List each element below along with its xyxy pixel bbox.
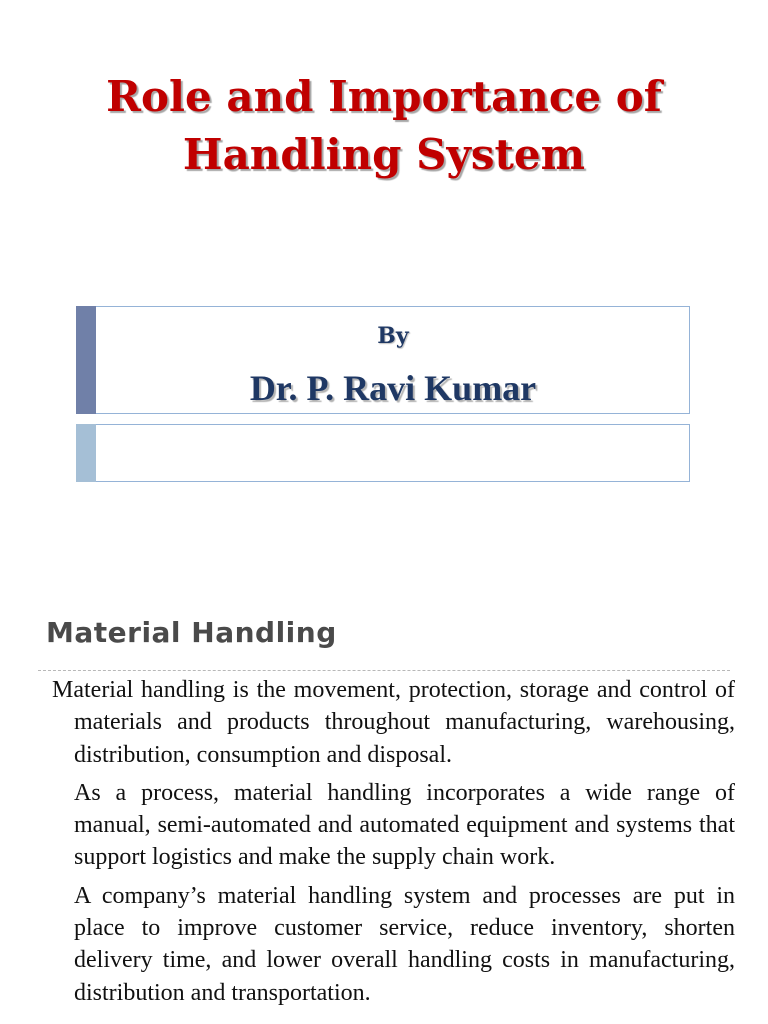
slide-heading: Material Handling <box>46 616 337 649</box>
author-box <box>76 306 690 414</box>
empty-subtitle-box <box>76 424 690 482</box>
title-line-1: Role and Importance of <box>106 72 662 121</box>
author-name: Dr. P. Ravi Kumar <box>249 368 537 408</box>
paragraph-1: Material handling is the movement, protection, storage and control of materials and products throughout manufacturing, warehousing, distribution, consumption and disposal. <box>52 677 735 768</box>
heading-divider <box>38 670 730 671</box>
title-line-2: Handling System <box>182 130 586 179</box>
paragraph-2: As a process, material handling incorporates a wide range of manual, semi-automated and automated equipment and systems that support logistics and make the supply chain work. <box>74 779 735 871</box>
paragraph-3: A company’s material handling system and processes are put in place to improve customer service, reduce inventory, shorten delivery time, and lower overall handling costs in manufacturing, distribution and transportation. <box>74 882 735 1006</box>
content-slide <box>0 582 768 1024</box>
author-box-accent-bar <box>76 306 96 414</box>
slide-title <box>0 68 768 184</box>
subtitle-box-accent-bar <box>76 424 96 482</box>
body-text <box>52 674 735 1015</box>
by-label: By <box>377 323 409 349</box>
